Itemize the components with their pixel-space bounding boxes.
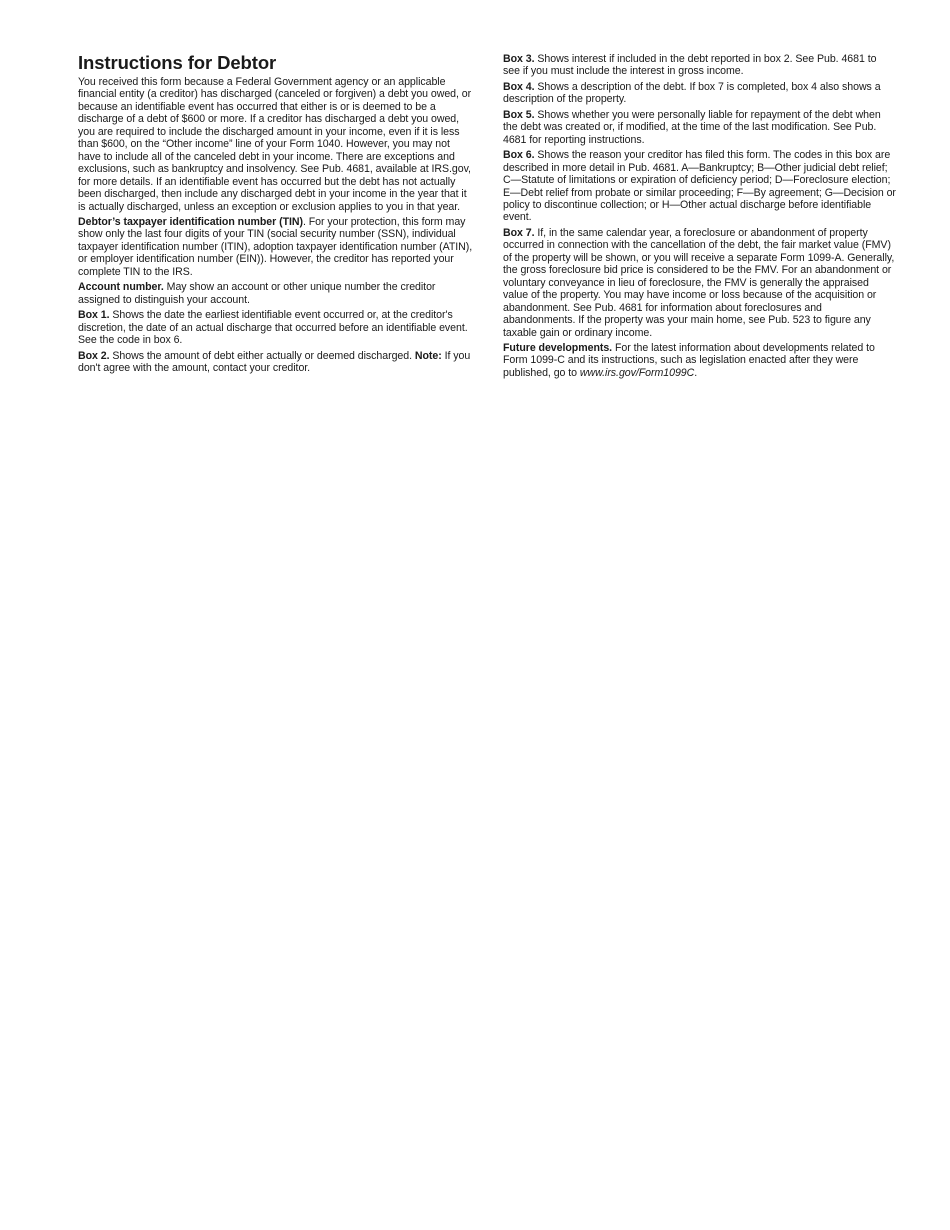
intro-text: You received this form because a Federal Government agency or an applicable financial entity (a creditor) has discharged (canceled or forgiven) a debt you owed, or because an identifiable event has occurred that either is or is deemed to be a discharge of a debt of $600 or more. If a creditor has discharged a debt you owed, you are required to include the discharged amount in your income, even if it is less than $600, on the “Other income” line of your Form 1040. However, you may not have to include all of the canceled debt in your income. There are exceptions and exclusions, such as bankruptcy and insolvency. See Pub. 4681, available at IRS.gov, for more details. If an identifiable event has occurred but the debt has not actually been discharged, then include any discharged debt in your income in the year that it is actually discharged, unless an exception or exclusion applies to you in that year. [78,76,472,213]
box3-label: Box 3. [503,53,535,65]
box2-label: Box 2. [78,349,110,362]
box2-note-text: If you don't agree with the amount, contact your creditor. [78,349,471,374]
box1-paragraph [78,309,473,346]
intro-paragraph [78,76,473,213]
account-number-label: Account number. [78,281,164,294]
box6-paragraph [503,149,896,224]
box3-text: Shows interest if included in the debt reported in box 2. See Pub. 4681 to see if you must include the interest in gross income. [503,53,877,78]
future-developments-paragraph [503,342,896,379]
box2-paragraph [78,350,473,375]
future-developments-label: Future developments. [503,341,613,354]
box5-paragraph [503,109,896,146]
box2-note-label: Note: [414,349,442,362]
page-title: Instructions for Debtor [78,52,277,73]
future-developments-end: . [694,366,698,379]
box2-text: Shows the amount of debt either actually or deemed discharged. [109,349,415,362]
box4-paragraph [503,81,896,106]
left-column [78,52,473,377]
box1-label: Box 1. [78,309,110,322]
box5-text: Shows whether you were personally liable for repayment of the debt when the debt was created or, if modified, at the time of the last modification. See Pub. 4681 for reporting instructions. [503,108,881,146]
future-developments-text: For the latest information about developments related to Form 1099-C and its instructions, such as legislation enacted after they were published, go to [503,341,875,379]
box7-label: Box 7. [503,226,535,239]
box6-text: Shows the reason your creditor has filed this form. The codes in this box are described in more detail in Pub. 4681. A—Bankruptcy; B—Other judicial debt relief; C—Statute of limitations or expiration of deficiency period; D—Foreclosure election; E—Debt relief from probate or similar proceeding; F—By agreement; G—Decision or policy to discontinue collection; or H—Other actual discharge before identifiable event. [503,149,896,224]
box7-paragraph [503,227,896,339]
account-number-text: May show an account or other unique number the creditor assigned to distinguish your account. [78,281,436,306]
box7-text: If, in the same calendar year, a foreclosure or abandonment of property occurred in connection with the cancellation of the debt, the fair market value (FMV) of the property will be shown, or you will receive a separate Form 1099-A. Generally, the gross foreclosure bid price is considered to be the FMV. For an abandonment or voluntary conveyance in lieu of foreclosure, the FMV is generally the appraised value of the property. You may have income or loss because of the acquisition or abandonment. See Pub. 4681 for information about foreclosures and abandonments. If the property was your main home, see Pub. 523 to figure any taxable gain or ordinary income. [503,226,895,339]
box5-label: Box 5. [503,108,535,121]
account-number-paragraph [78,281,473,306]
box1-text: Shows the date the earliest identifiable event occurred or, at the creditor's discretion, the date of an actual discharge that occurred before an identifiable event. See the code in box 6. [78,309,468,347]
tin-label: Debtor’s taxpayer identification number (TIN) [78,215,303,228]
tin-paragraph [78,216,473,278]
tin-text: . For your protection, this form may show only the last four digits of your TIN (social security number (SSN), individual taxpayer identification number (ITIN), adoption taxpayer identification number (ATIN), or employer identification number (EIN)). However, the creditor has reported your complete TIN to the IRS. [78,215,473,278]
box6-label: Box 6. [503,149,535,162]
irs-form-link[interactable]: www.irs.gov/Form1099C [579,366,695,379]
box4-label: Box 4. [503,80,535,93]
box3-paragraph [503,53,896,78]
box4-text: Shows a description of the debt. If box 7 is completed, box 4 also shows a description of the property. [503,80,881,106]
right-column [503,53,896,382]
